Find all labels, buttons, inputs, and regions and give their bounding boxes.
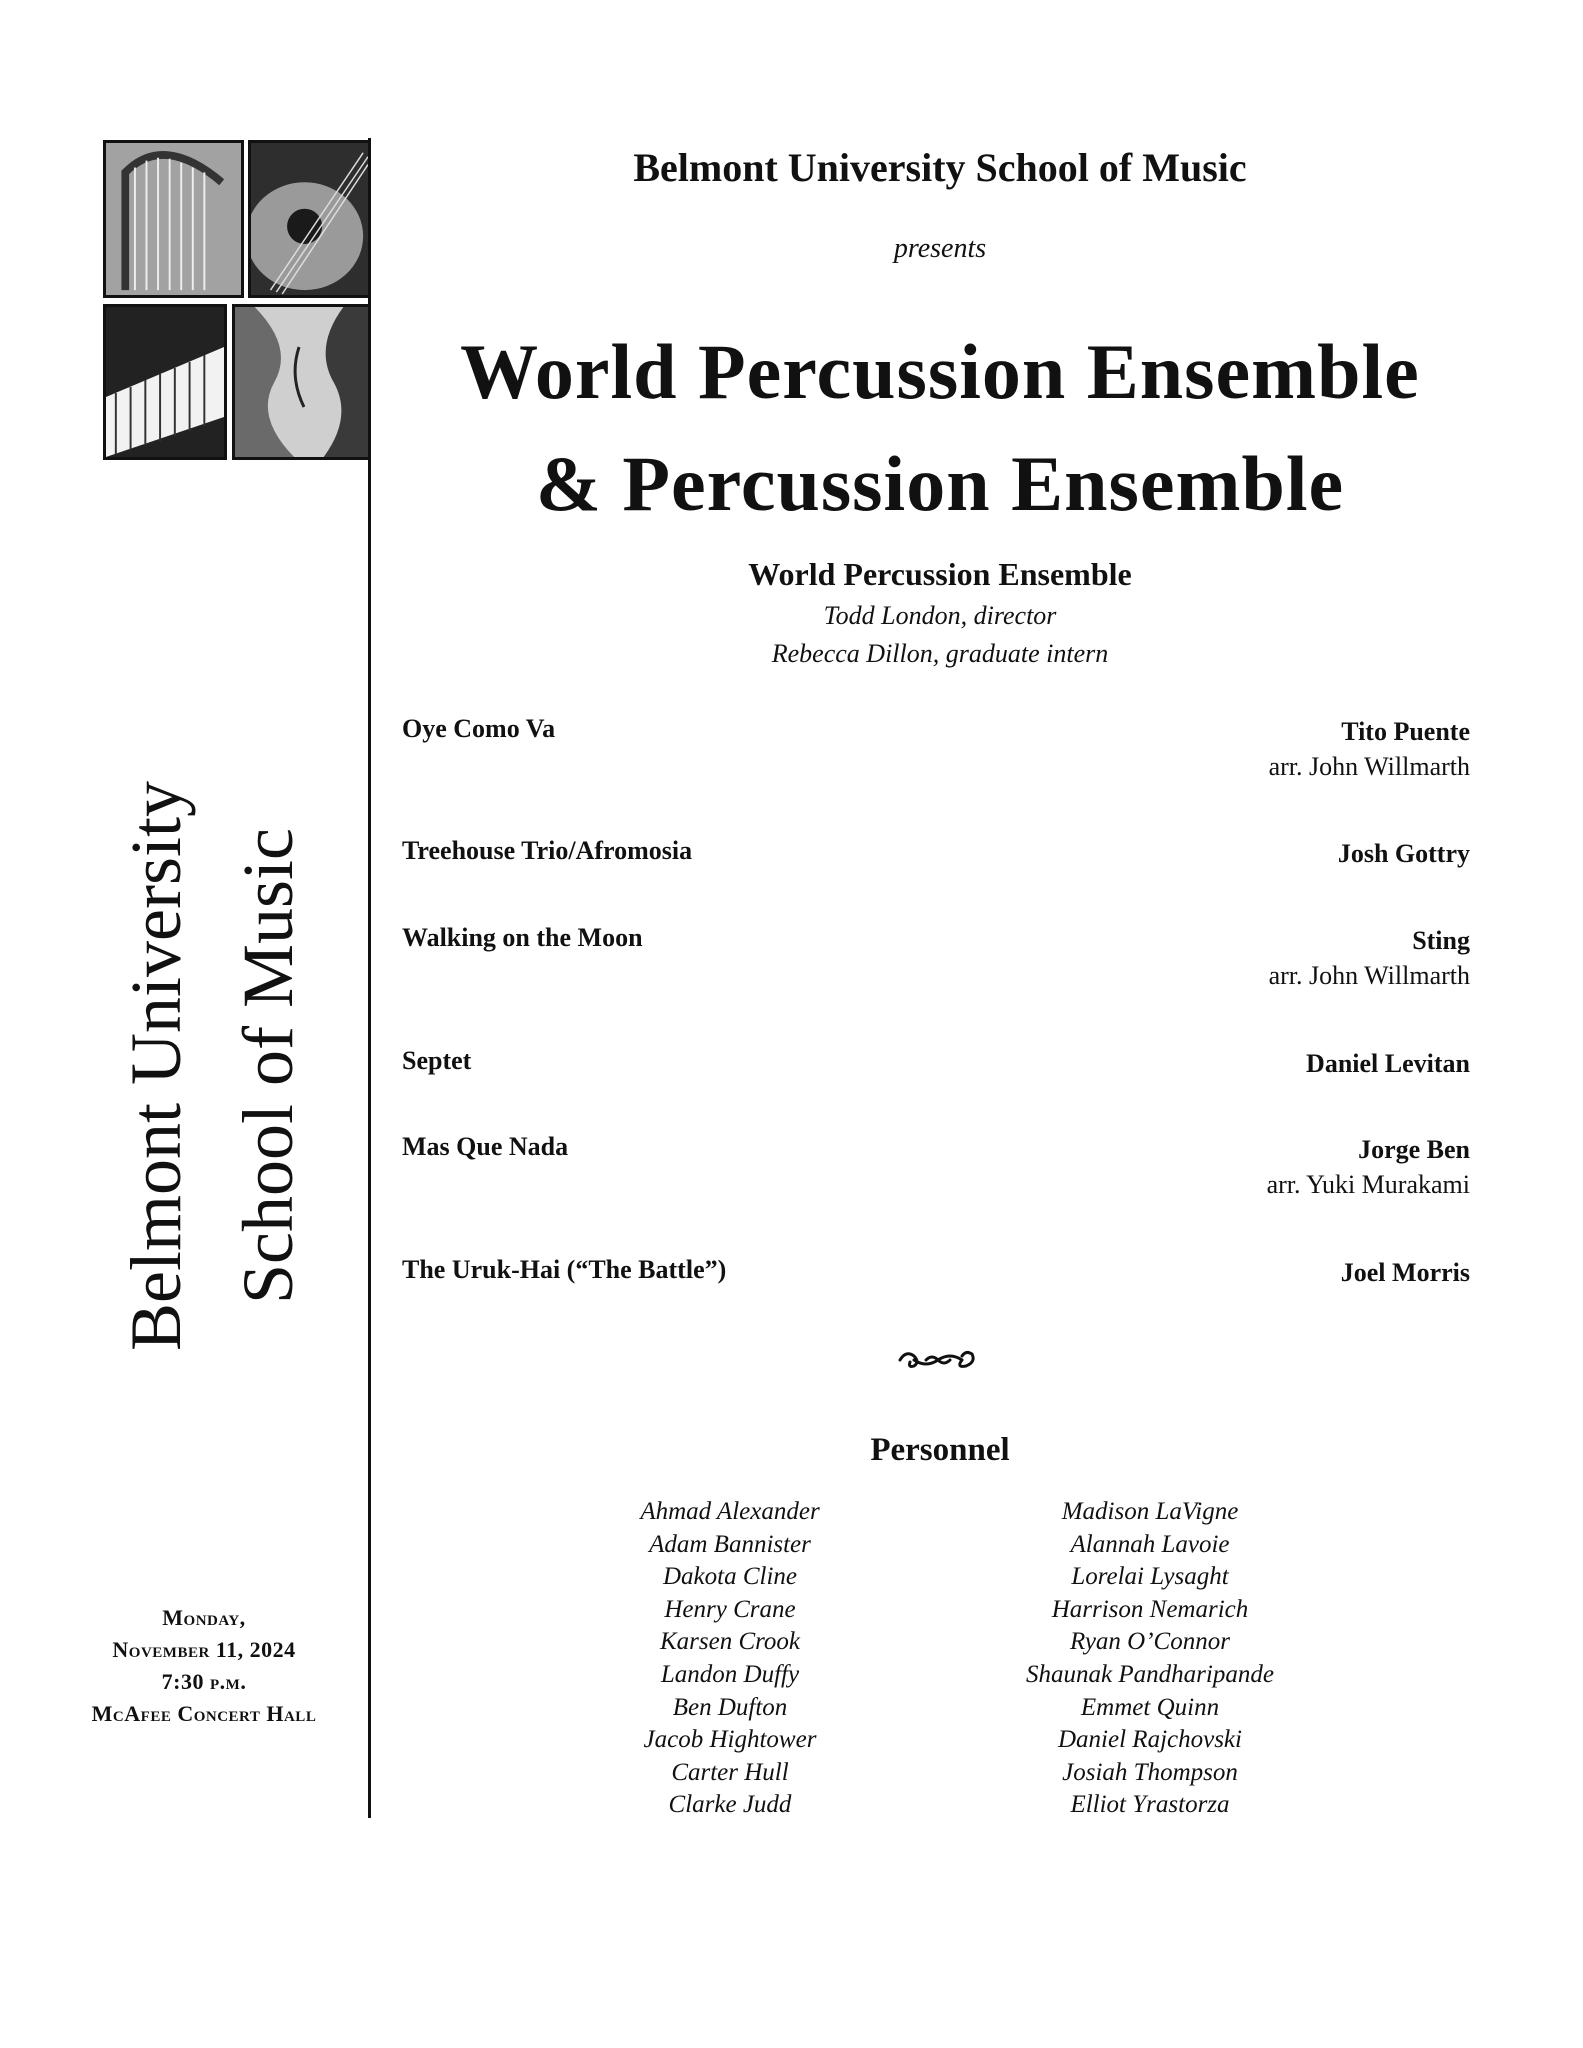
composer-name: Josh Gottry <box>1337 839 1470 868</box>
program-item <box>402 714 1470 794</box>
program-item <box>402 1132 1470 1212</box>
list-item: Lorelai Lysaght <box>1071 1563 1229 1591</box>
event-time: 7:30 p.m. <box>161 1669 247 1694</box>
event-day: Monday, <box>162 1605 246 1630</box>
vertical-title-line2: School of Music <box>228 828 308 1304</box>
piece-title: Walking on the Moon <box>402 923 643 952</box>
composer-name: Jorge Ben <box>1358 1135 1470 1164</box>
list-item: Carter Hull <box>671 1758 789 1786</box>
list-item: Harrison Nemarich <box>1051 1595 1249 1623</box>
composer-block <box>1269 923 1470 993</box>
violin-photo <box>232 304 371 460</box>
school-name: Belmont University School of Music <box>633 145 1247 190</box>
harp-photo <box>103 140 244 298</box>
guitar-photo <box>248 140 371 298</box>
concert-title-line1: World Percussion Ensemble <box>460 328 1420 415</box>
composer-name: Joel Morris <box>1340 1258 1470 1287</box>
program-item <box>402 923 1470 1003</box>
composer-block <box>1341 1255 1470 1290</box>
program-item <box>402 836 1470 916</box>
event-date: November 11, 2024 <box>112 1637 296 1662</box>
composer-name: Daniel Levitan <box>1306 1049 1470 1078</box>
list-item: Alannah Lavoie <box>1070 1530 1230 1558</box>
personnel-column-1 <box>580 1496 880 1822</box>
personnel-column-2 <box>990 1496 1310 1822</box>
list-item: Jacob Hightower <box>643 1726 817 1754</box>
composer-block <box>1306 1046 1470 1081</box>
list-item: Henry Crane <box>664 1595 796 1623</box>
list-item: Emmet Quinn <box>1080 1693 1220 1721</box>
arranger-name: arr. John Willmarth <box>1268 961 1470 990</box>
piece-title: Treehouse Trio/Afromosia <box>402 836 693 865</box>
list-item: Shaunak Pandharipande <box>1026 1660 1274 1688</box>
sidebar-divider <box>368 138 371 1818</box>
piece-title: Mas Que Nada <box>402 1132 569 1161</box>
program-item <box>402 1046 1470 1126</box>
list-item: Adam Bannister <box>649 1530 811 1558</box>
event-info <box>24 1602 384 1730</box>
ensemble-director: Todd London, director <box>823 601 1057 630</box>
list-item: Josiah Thompson <box>1062 1758 1238 1786</box>
ensemble-name: World Percussion Ensemble <box>748 556 1132 592</box>
list-item: Madison LaVigne <box>1061 1498 1239 1525</box>
list-item: Clarke Judd <box>668 1791 792 1819</box>
list-item: Dakota Cline <box>662 1563 797 1591</box>
composer-name: Sting <box>1412 926 1470 955</box>
concert-title <box>380 316 1500 540</box>
presents-text: presents <box>893 233 987 264</box>
piece-title: Oye Como Va <box>402 714 556 743</box>
list-item: Karsen Crook <box>659 1628 801 1656</box>
list-item: Ben Dufton <box>672 1693 788 1721</box>
concert-title-line2: & Percussion Ensemble <box>535 440 1345 527</box>
piece-title: Septet <box>402 1046 472 1075</box>
personnel-heading: Personnel <box>870 1432 1010 1468</box>
event-venue: McAfee Concert Hall <box>91 1701 317 1726</box>
list-item: Ahmad Alexander <box>640 1498 820 1525</box>
composer-block <box>1338 836 1470 871</box>
vertical-school-name <box>100 781 324 1351</box>
arranger-name: arr. John Willmarth <box>1268 752 1470 781</box>
ornament-divider <box>896 1346 980 1374</box>
list-item: Daniel Rajchovski <box>1058 1726 1242 1754</box>
program-item <box>402 1255 1470 1335</box>
composer-block <box>1267 1132 1470 1202</box>
piano-photo <box>103 304 227 460</box>
ensemble-intern: Rebecca Dillon, graduate intern <box>771 639 1109 668</box>
piece-title: The Uruk-Hai (“The Battle”) <box>402 1255 727 1284</box>
list-item: Landon Duffy <box>660 1660 800 1688</box>
list-item: Ryan O’Connor <box>1070 1628 1230 1656</box>
composer-block <box>1269 714 1470 784</box>
list-item: Elliot Yrastorza <box>1070 1791 1230 1819</box>
vertical-title-line1: Belmont University <box>116 781 196 1351</box>
composer-name: Tito Puente <box>1341 717 1470 746</box>
arranger-name: arr. Yuki Murakami <box>1266 1170 1470 1199</box>
